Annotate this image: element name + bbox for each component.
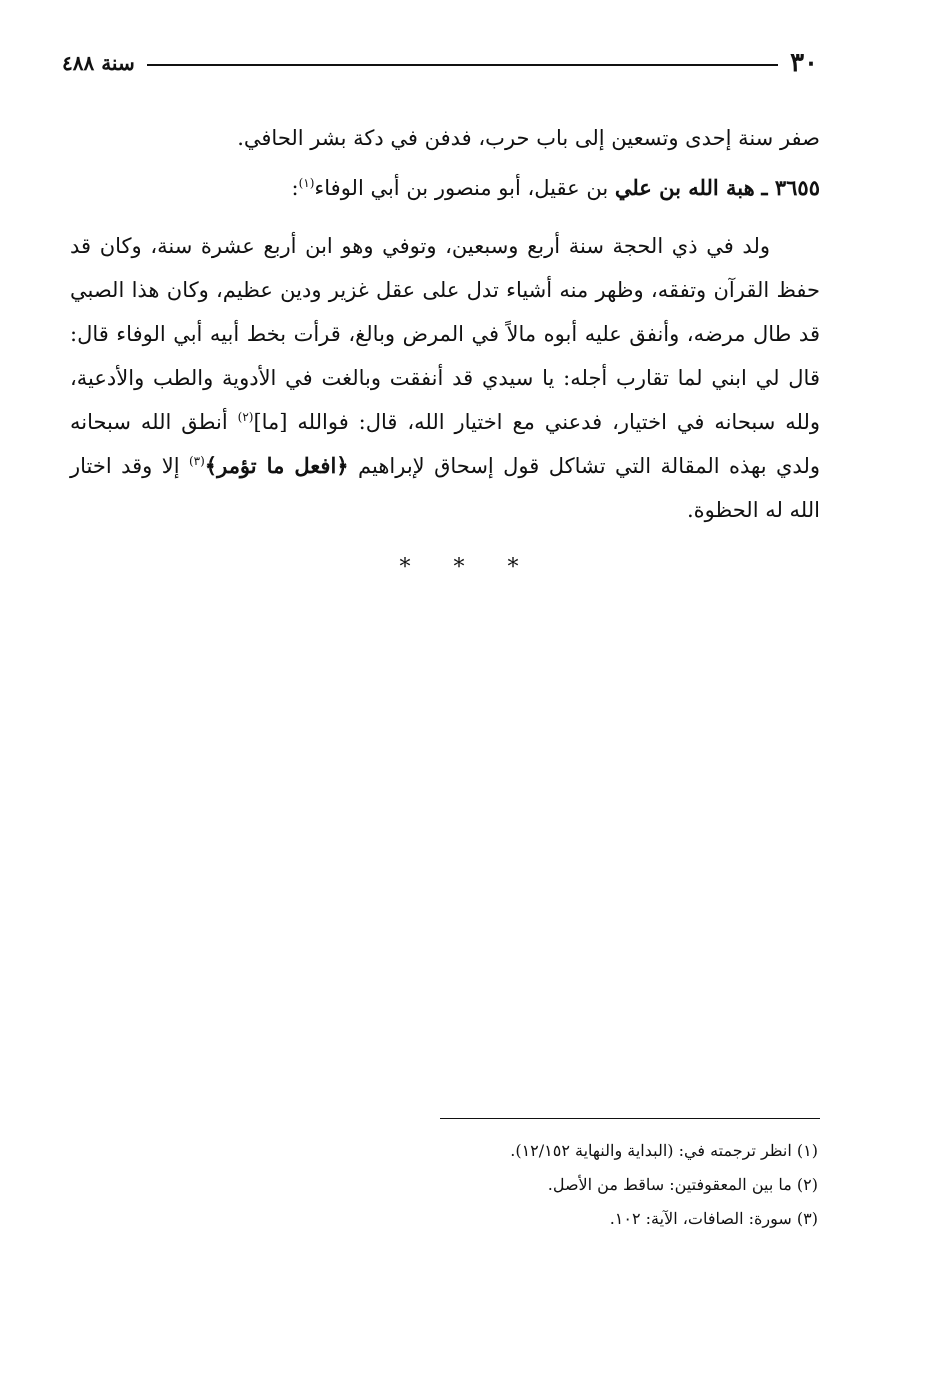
footnote-ref-1: (١)	[298, 176, 315, 190]
biography-text-b: أنطق الله سبحانه ولدي بهذه المقالة التي تشاكل قول إسحاق لإبراهيم	[70, 410, 820, 478]
footnotes	[300, 1134, 818, 1236]
footnote-ref-2: (٢)	[237, 410, 254, 424]
section-separator: * * *	[399, 555, 537, 580]
biography-paragraph	[70, 224, 820, 532]
footnote-ref-3: (٣)	[188, 454, 205, 468]
page-number: ٣٠	[790, 48, 818, 78]
biography-text-a: ولد في ذي الحجة سنة أربع وسبعين، وتوفي وهو ابن أربع عشرة سنة، وكان قد حفظ القرآن وتفقه، وظهر منه أشياء تدل على عقل غزير ودين عظيم، وكان هذا الصبي قد طال مرضه، وأنفق عليه أبوه مالاً في المرض وبالغ، قرأت بخط أبيه أبي الوفاء قال: قال لي ابني لما تقارب أجله: يا سيدي قد أنفقت وبالغت في الأدوية والطب والأدعية، ولله سبحانه في اختيار، فدعني مع اختيار الله، قال: فوالله [ما]	[70, 234, 820, 434]
entry-name: هبة الله بن علي	[614, 175, 755, 200]
entry-number: ٣٦٥٥ ـ	[761, 175, 820, 200]
running-title: سنة ٤٨٨	[62, 51, 135, 75]
page-header	[62, 46, 818, 80]
biography-text-c: إلا وقد اختار الله له الحظوة.	[70, 454, 820, 522]
footnote-1: (١) انظر ترجمته في: (البداية والنهاية ١٢/١٥٢).	[510, 1141, 818, 1160]
footnote-2: (٢) ما بين المعقوفتين: ساقط من الأصل.	[547, 1175, 818, 1194]
quran-quote: ﴿افعل ما تؤمر﴾	[204, 453, 349, 478]
footnote-rule	[440, 1118, 820, 1119]
paragraph-continuation: صفر سنة إحدى وتسعين إلى باب حرب، فدفن في دكة بشر الحافي.	[237, 126, 820, 150]
entry-heading	[70, 166, 820, 210]
entry-colon: :	[291, 176, 299, 200]
header-rule	[147, 64, 778, 66]
main-text	[70, 116, 820, 532]
footnote-3: (٣) سورة: الصافات، الآية: ١٠٢.	[609, 1209, 818, 1228]
entry-name-rest: بن عقيل، أبو منصور بن أبي الوفاء	[314, 176, 615, 200]
